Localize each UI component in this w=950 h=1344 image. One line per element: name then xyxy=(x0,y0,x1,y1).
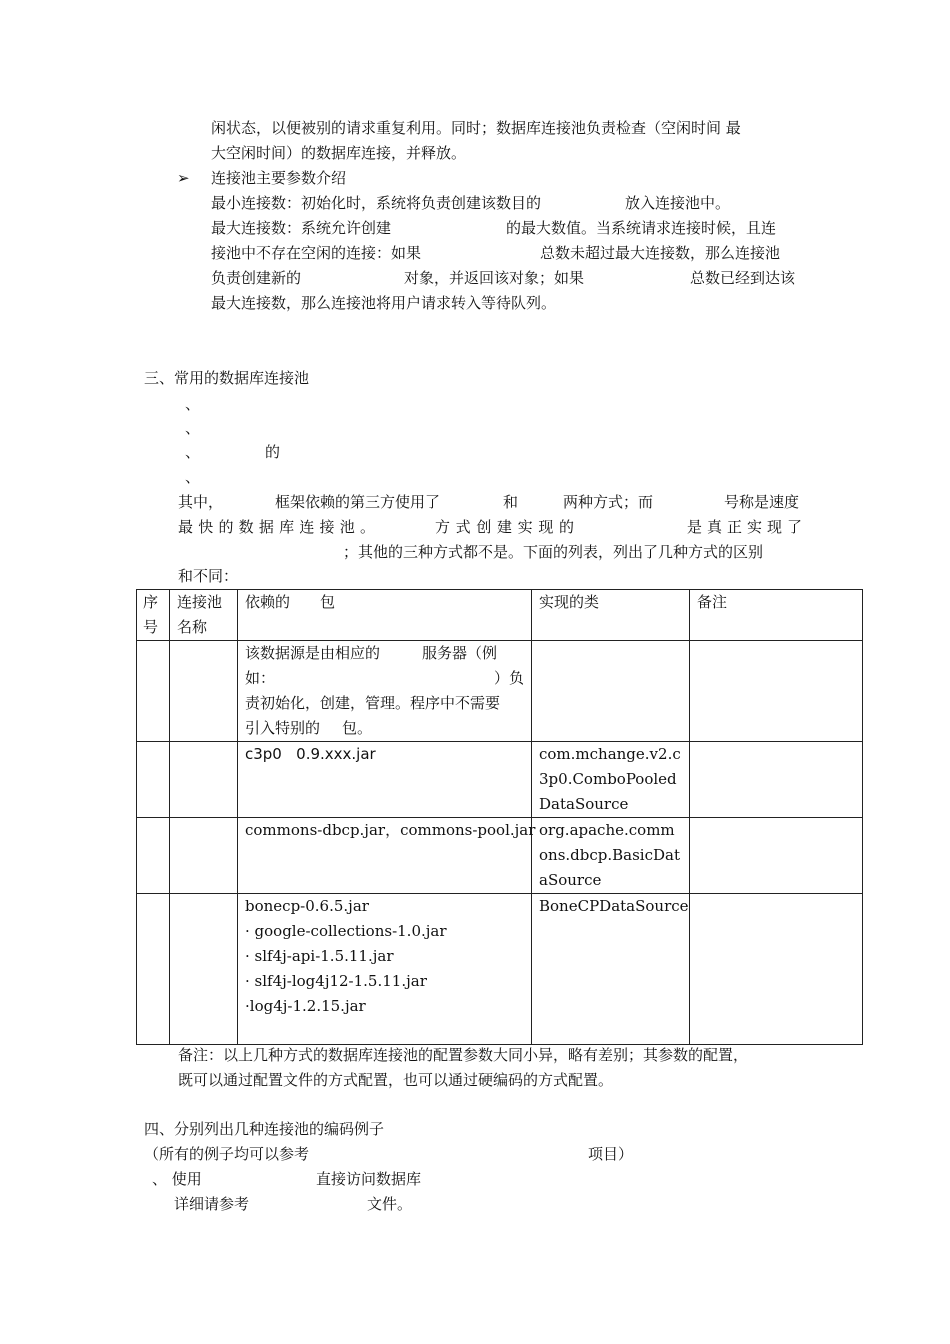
cell-deps: commons-dbcp.jar，commons-pool.jar xyxy=(238,818,532,894)
cell-name xyxy=(170,742,238,818)
deps-text: ·log4j-1.2.15.jar xyxy=(245,997,366,1015)
min-connections-a: 最小连接数：初始化时，系统将负责创建该数目的 xyxy=(211,194,542,212)
cell-note xyxy=(690,818,863,894)
section3-p1-e: 号称是速度 xyxy=(724,493,800,511)
cell-seq xyxy=(137,818,170,894)
max-connections-1b: 的最大数值。当系统请求连接时候，且连 xyxy=(506,219,777,237)
header-deps-b: 包 xyxy=(320,593,336,611)
section3-p1-a: 其中， xyxy=(178,493,224,511)
cell-impl: org.apache.commons.dbcp.BasicDataSource xyxy=(532,818,690,894)
table-header-row xyxy=(137,590,863,641)
table-row xyxy=(137,818,863,894)
remark-line-2: 既可以通过配置文件的方式配置，也可以通过硬编码的方式配置。 xyxy=(178,1071,614,1089)
section3-p1-d: 两种方式；而 xyxy=(563,493,654,511)
section4-ref-a: （所有的例子均可以参考 xyxy=(144,1145,310,1163)
deps-text: 服务器（例 xyxy=(422,644,498,662)
section3-p1-c: 和 xyxy=(503,493,519,511)
table-row xyxy=(137,742,863,818)
cell-impl xyxy=(532,641,690,742)
cell-deps: c3p0 0.9.xxx.jar xyxy=(238,742,532,818)
header-impl-class: 实现的类 xyxy=(532,590,690,641)
section4-use-a: 、 使用 xyxy=(152,1170,202,1188)
remark-line-1: 备注：以上几种方式的数据库连接池的配置参数大同小异，略有差别；其参数的配置， xyxy=(178,1046,749,1064)
pool-list-item: 、 xyxy=(185,443,201,461)
section3-p2-b: 方式创建实现的 xyxy=(435,518,577,536)
max-connections-2a: 接池中不存在空闲的连接：如果 xyxy=(211,244,422,262)
deps-text: 如： xyxy=(245,669,276,687)
max-connections-2b: 总数未超过最大连接数，那么连接池 xyxy=(540,244,781,262)
section4-ref-b: 项目） xyxy=(588,1145,634,1163)
bullet-arrow-icon: ➢ xyxy=(177,169,190,187)
pool-list-item: 、 xyxy=(185,468,201,486)
intro-line-2: 大空闲时间）的数据库连接，并释放。 xyxy=(211,144,467,162)
section3-p3: ；其他的三种方式都不是。下面的列表，列出了几种方式的区别 xyxy=(343,543,764,561)
section3-p2-a: 最快的数据库连接池。 xyxy=(178,518,378,536)
header-pool-name: 连接池名称 xyxy=(170,590,238,641)
deps-text: · slf4j-log4j12-1.5.11.jar xyxy=(245,972,427,990)
max-connections-3b: 对象，并返回该对象；如果 xyxy=(404,269,585,287)
cell-impl: BoneCPDataSource xyxy=(532,894,690,1045)
deps-text: ）负 xyxy=(493,669,524,687)
pool-list-item: 、 xyxy=(185,395,201,413)
section4-detail-a: 详细请参考 xyxy=(174,1195,250,1213)
cell-seq xyxy=(137,742,170,818)
cell-note xyxy=(690,894,863,1045)
section4-detail-b: 文件。 xyxy=(367,1195,413,1213)
section3-p2-c: 是真正实现了 xyxy=(687,518,805,536)
deps-text: bonecp-0.6.5.jar xyxy=(245,897,369,915)
deps-text: · google-collections-1.0.jar xyxy=(245,922,447,940)
deps-text: 引入特别的 xyxy=(245,719,321,737)
cell-impl: com.mchange.v2.c3p0.ComboPooledDataSource xyxy=(532,742,690,818)
deps-text: 包。 xyxy=(342,719,373,737)
max-connections-3c: 总数已经到达该 xyxy=(690,269,796,287)
deps-text: · slf4j-api-1.5.11.jar xyxy=(245,947,394,965)
cell-seq xyxy=(137,894,170,1045)
max-connections-3a: 负责创建新的 xyxy=(211,269,302,287)
cell-seq xyxy=(137,641,170,742)
max-connections-1a: 最大连接数：系统允许创建 xyxy=(211,219,392,237)
cell-name xyxy=(170,894,238,1045)
pool-list-item: 、 xyxy=(185,419,201,437)
cell-name xyxy=(170,641,238,742)
table-row xyxy=(137,894,863,1045)
section3-p1-b: 框架依赖的第三方使用了 xyxy=(275,493,441,511)
min-connections-b: 放入连接池中。 xyxy=(625,194,731,212)
pool-list-item-suffix: 的 xyxy=(265,443,281,461)
cell-deps xyxy=(238,641,532,742)
pool-comparison-table xyxy=(136,589,863,1045)
cell-name xyxy=(170,818,238,894)
cell-deps xyxy=(238,894,532,1045)
section3-title: 三、常用的数据库连接池 xyxy=(144,369,310,387)
header-deps-a: 依赖的 xyxy=(245,593,291,611)
deps-text: 该数据源是由相应的 xyxy=(245,644,381,662)
header-seq: 序号 xyxy=(137,590,170,641)
max-connections-4: 最大连接数，那么连接池将用户请求转入等待队列。 xyxy=(211,294,557,312)
table-row xyxy=(137,641,863,742)
cell-note xyxy=(690,742,863,818)
header-deps xyxy=(238,590,532,641)
intro-line-1: 闲状态，以便被别的请求重复利用。同时；数据库连接池负责检查（空闲时间 最 xyxy=(211,119,741,137)
cell-note xyxy=(690,641,863,742)
params-heading: 连接池主要参数介绍 xyxy=(211,169,347,187)
deps-text: 责初始化，创建，管理。程序中不需要 xyxy=(245,694,501,712)
section4-title: 四、分别列出几种连接池的编码例子 xyxy=(144,1120,385,1138)
header-note: 备注 xyxy=(690,590,863,641)
section3-p4: 和不同： xyxy=(178,567,239,585)
section4-use-b: 直接访问数据库 xyxy=(316,1170,422,1188)
